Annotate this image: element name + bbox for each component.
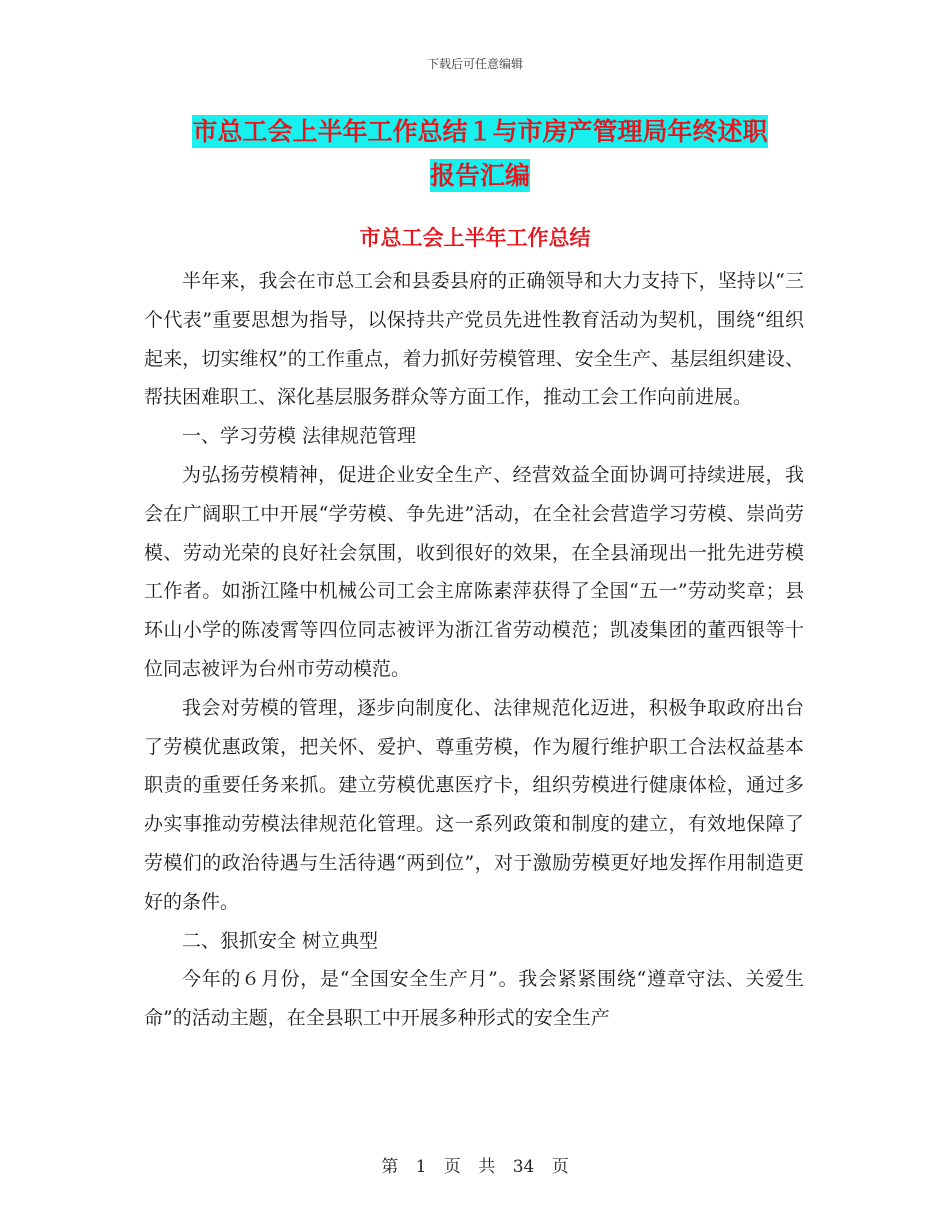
heading-two: 二、狠抓安全 树立典型 [182, 929, 379, 952]
page-header-note: 下载后可任意编辑 [426, 57, 523, 71]
document-body [144, 262, 804, 1038]
paragraph: 为弘扬劳模精神，促进企业安全生产、经营效益全面协调可持续进展，我会在广阔职工中开展“学劳模、争先进”活动，在全社会营造学习劳模、崇尚劳模、劳动光荣的良好社会氛围，收到很好的效果，在全县涌现出一批先进劳模工作者。如浙江隆中机械公司工会主席陈素萍获得了全国“五一”劳动奖章；县环山小学的陈凌霄等四位同志被评为浙江省劳动模范；凯凌集团的董西银等十位同志被评为台州市劳动模范。 [144, 463, 804, 680]
document-title-line1: 市总工会上半年工作总结１与市房产管理局年终述职 [192, 117, 768, 146]
page-footer [0, 1152, 950, 1177]
document-title-line2: 报告汇编 [429, 161, 530, 190]
paragraph: 今年的６月份，是“全国安全生产月”。我会紧紧围绕“遵章守法、关爱生命”的活动主题，在全县职工中开展多种形式的安全生产 [144, 968, 804, 1030]
total-pages: 34 [512, 1157, 535, 1177]
heading-one: 一、学习劳模 法律规范管理 [182, 425, 417, 448]
document-title [140, 110, 820, 198]
page-number: 1 [415, 1157, 427, 1177]
page-label: 第 [381, 1157, 399, 1177]
total-label: 共 [478, 1157, 496, 1177]
section-title: 市总工会上半年工作总结 [359, 226, 591, 250]
paragraph: 我会对劳模的管理，逐步向制度化、法律规范化迈进，积极争取政府出台了劳模优惠政策，把关怀、爱护、尊重劳模，作为履行维护职工合法权益基本职责的重要任务来抓。建立劳模优惠医疗卡，组织劳模进行健康体检，通过多办实事推动劳模法律规范化管理。这一系列政策和制度的建立，有效地保障了劳模们的政治待遇与生活待遇“两到位”，对于激励劳模更好地发挥作用制造更好的条件。 [144, 696, 804, 913]
page-unit: 页 [443, 1157, 461, 1177]
total-unit: 页 [551, 1157, 569, 1177]
paragraph-intro: 半年来，我会在市总工会和县委县府的正确领导和大力支持下，坚持以“三个代表”重要思想为指导，以保持共产党员先进性教育活动为契机，围绕“组织起来，切实维权”的工作重点，着力抓好劳模管理、安全生产、基层组织建设、帮扶困难职工、深化基层服务群众等方面工作，推动工会工作向前进展。 [144, 270, 804, 409]
